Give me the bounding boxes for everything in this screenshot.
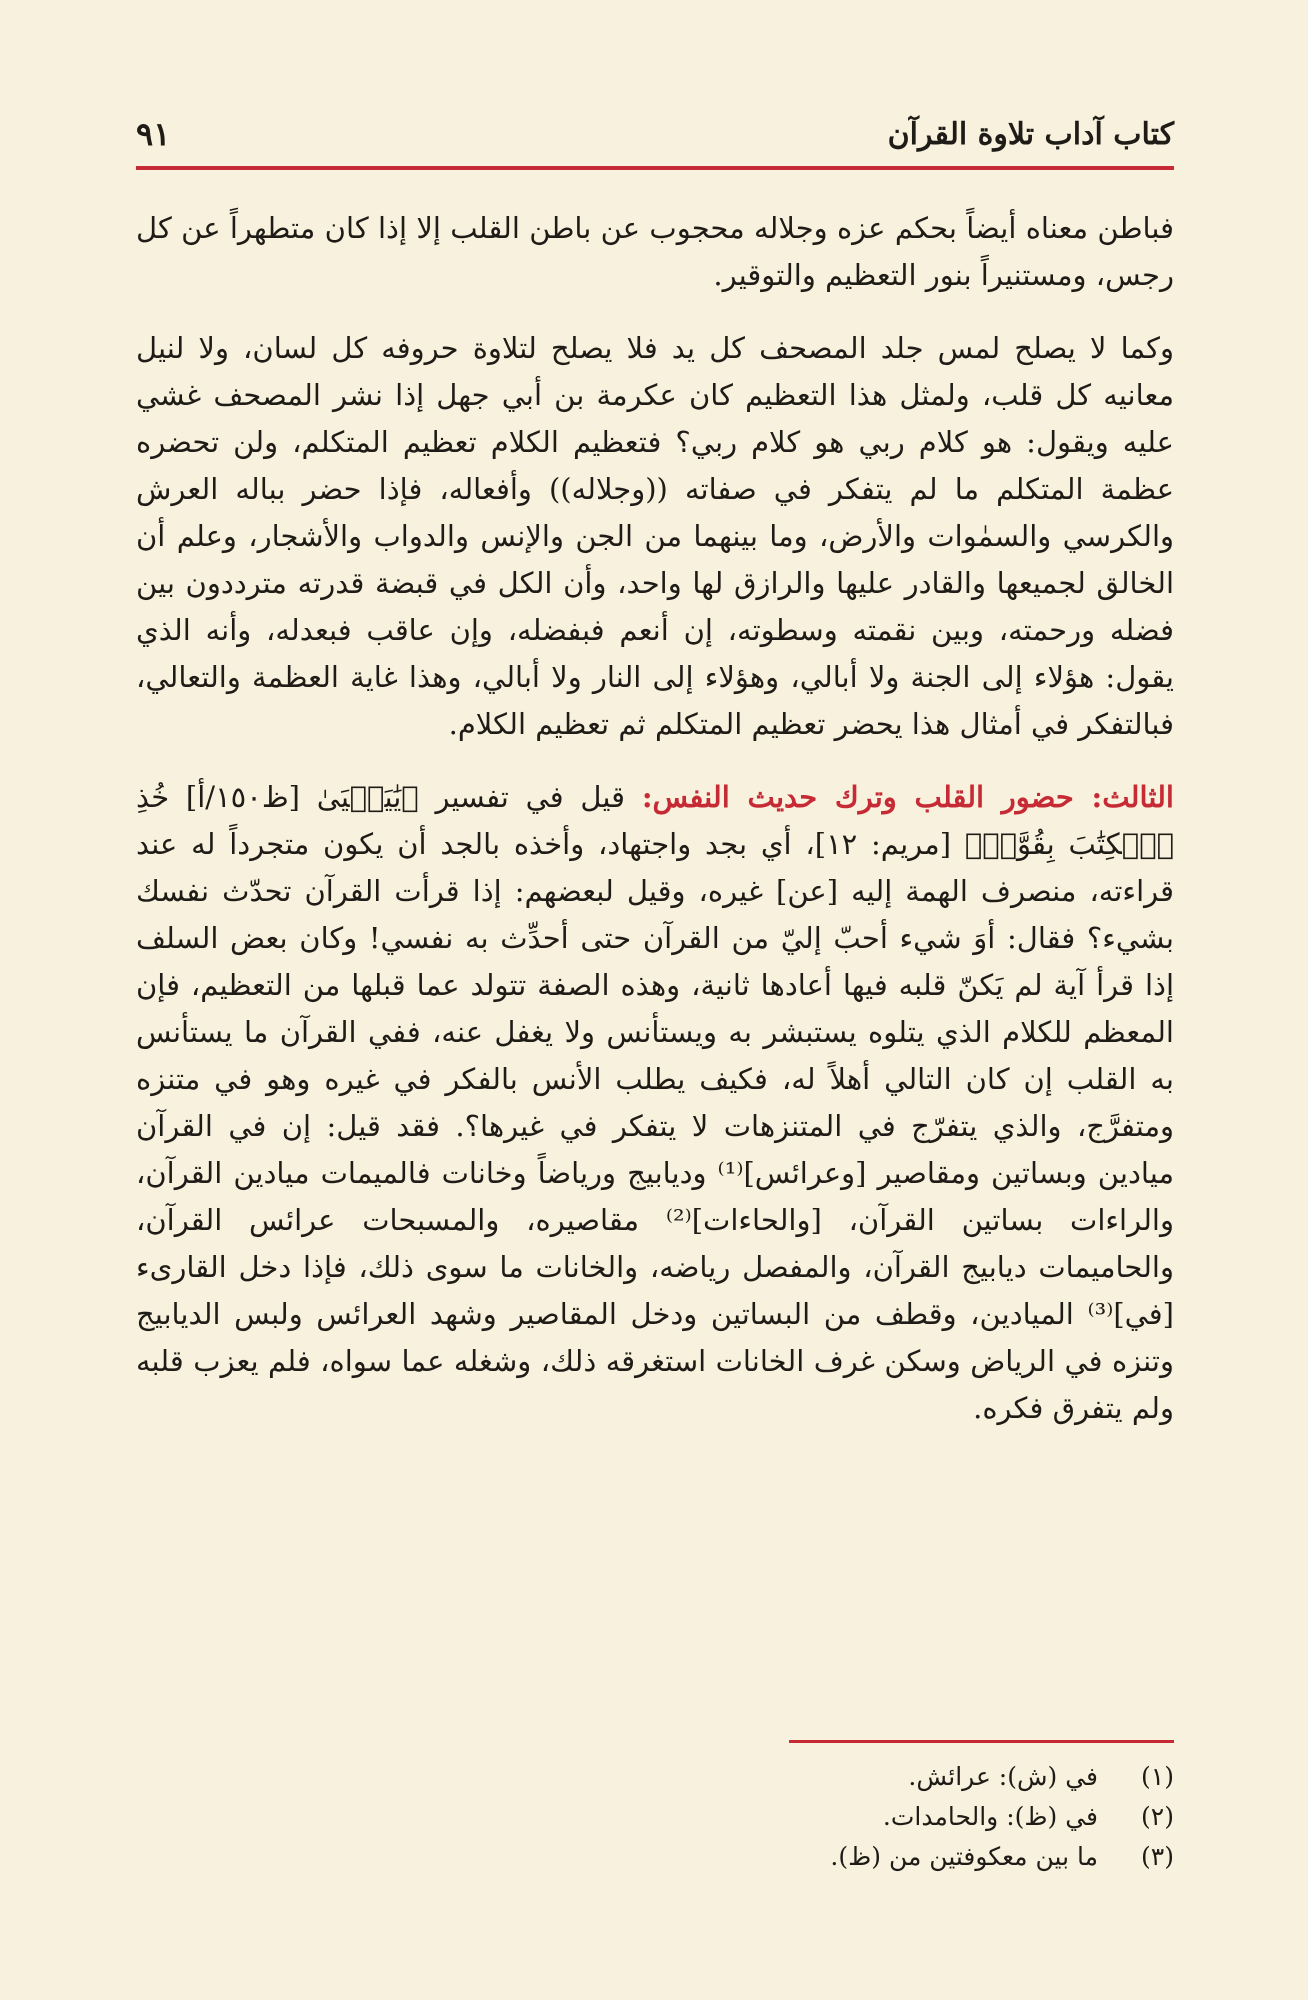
paragraph: وكما لا يصلح لمس جلد المصحف كل يد فلا يصلح لتلاوة حروفه كل لسان، ولا لنيل معانيه كل قلب، ولمثل هذا التعظيم كان عكرمة بن أبي جهل إذا نشر المصحف غشي عليه ويقول: هو كلام ربي هو كلام ربي؟ فتعظيم الكلام تعظيم المتكلم، ولن تحضره عظمة المتكلم ما لم يتفكر في صفاته ((وجلاله)) وأفعاله، فإذا حضر بباله العرش والكرسي والسمٰوات والأرض، وما بينهما من الجن والإنس والدواب والأشجار، وعلم أن الخالق لجميعها والقادر عليها والرازق لها واحد، وأن الكل في قبضة قدرته مترددون بين فضله ورحمته، وبين نقمته وسطوته، إن أنعم فبفضله، وإن عاقب فبعدله، وأنه الذي يقول: هؤلاء إلى الجنة ولا أبالي، وهؤلاء إلى النار ولا أبالي، وهذا غاية العظمة والتعالي، فبالتفكر في أمثال هذا يحضر تعظيم المتكلم ثم تعظيم الكلام. — [136, 331, 1174, 741]
section-heading: الثالث: حضور القلب وترك حديث النفس: — [641, 780, 1174, 814]
footnotes — [600, 1757, 1174, 1877]
section-text: قيل في تفسير ﴿يَٰيَحۡيَىٰ [ظ١٥٠/أ] خُذِ ٱلۡكِتَٰبَ بِقُوَّةٖ﴾ [مريم: ١٢]، أي بجد واجتهاد، وأخذه بالجد أن يكون متجرداً له عند قراءته، منصرف الهمة إليه [عن] غيره، وقيل لبعضهم: إذا قرأت القرآن تحدّث نفسك بشيء؟ فقال: أوَ شيء أحبّ إليّ من القرآن حتى أحدِّث به نفسي! وكان بعض السلف إذا قرأ آية لم يَكنّ قلبه فيها أعادها ثانية، وهذه الصفة تتولد عما قبلها من التعظيم، فإن المعظم للكلام الذي يتلوه يستبشر به ويستأنس ولا يغفل عنه، ففي القرآن ما يستأنس به القلب إن كان التالي أهلاً له، فكيف يطلب الأنس بالفكر في غيره وهو في متنزه ومتفرَّج، والذي يتفرّج في المتنزهات لا يتفكر في غيرها؟. فقد قيل: إن في القرآن ميادين وبساتين ومقاصير [وعرائس]⁽¹⁾ وديابيج ورياضاً وخانات فالميمات ميادين القرآن، والراءات بساتين القرآن، [والحاءات]⁽²⁾ مقاصيره، والمسبحات عرائس القرآن، والحاميمات ديابيج القرآن، والمفصل رياضه، والخانات ما سوى ذلك، فإذا دخل القارىء [في]⁽³⁾ الميادين، وقطف من البساتين ودخل المقاصير وشهد العرائس ولبس الديابيج وتنزه في الرياض وسكن غرف الخانات استغرقه ذلك، وشغله عما سواه، فلم يعزب قلبه ولم يتفرق فكره. — [136, 780, 1174, 1425]
footnote-text: في (ظ): والحامدات. — [882, 1802, 1098, 1831]
footnote-text: ما بين معكوفتين من (ظ). — [830, 1842, 1098, 1871]
footnote-number: (٢) — [1141, 1802, 1174, 1831]
running-title: كتاب آداب تلاوة القرآن — [887, 116, 1174, 152]
footnote-number: (١) — [1141, 1762, 1174, 1791]
footnote — [600, 1797, 1174, 1837]
header-rule — [136, 166, 1174, 170]
main-text — [136, 205, 1174, 1458]
page-header — [136, 108, 1174, 160]
footnote — [600, 1757, 1174, 1797]
footnote-rule — [789, 1740, 1174, 1743]
footnote-text: في (ش): عرائش. — [908, 1762, 1098, 1791]
footnote-number: (٣) — [1141, 1842, 1174, 1871]
footnote — [600, 1837, 1174, 1877]
section-paragraph — [136, 774, 1174, 1432]
paragraph: فباطن معناه أيضاً بحكم عزه وجلاله محجوب عن باطن القلب إلا إذا كان متطهراً عن كل رجس، ومستنيراً بنور التعظيم والتوقير. — [136, 211, 1174, 292]
page-number: ٩١ — [136, 115, 171, 153]
